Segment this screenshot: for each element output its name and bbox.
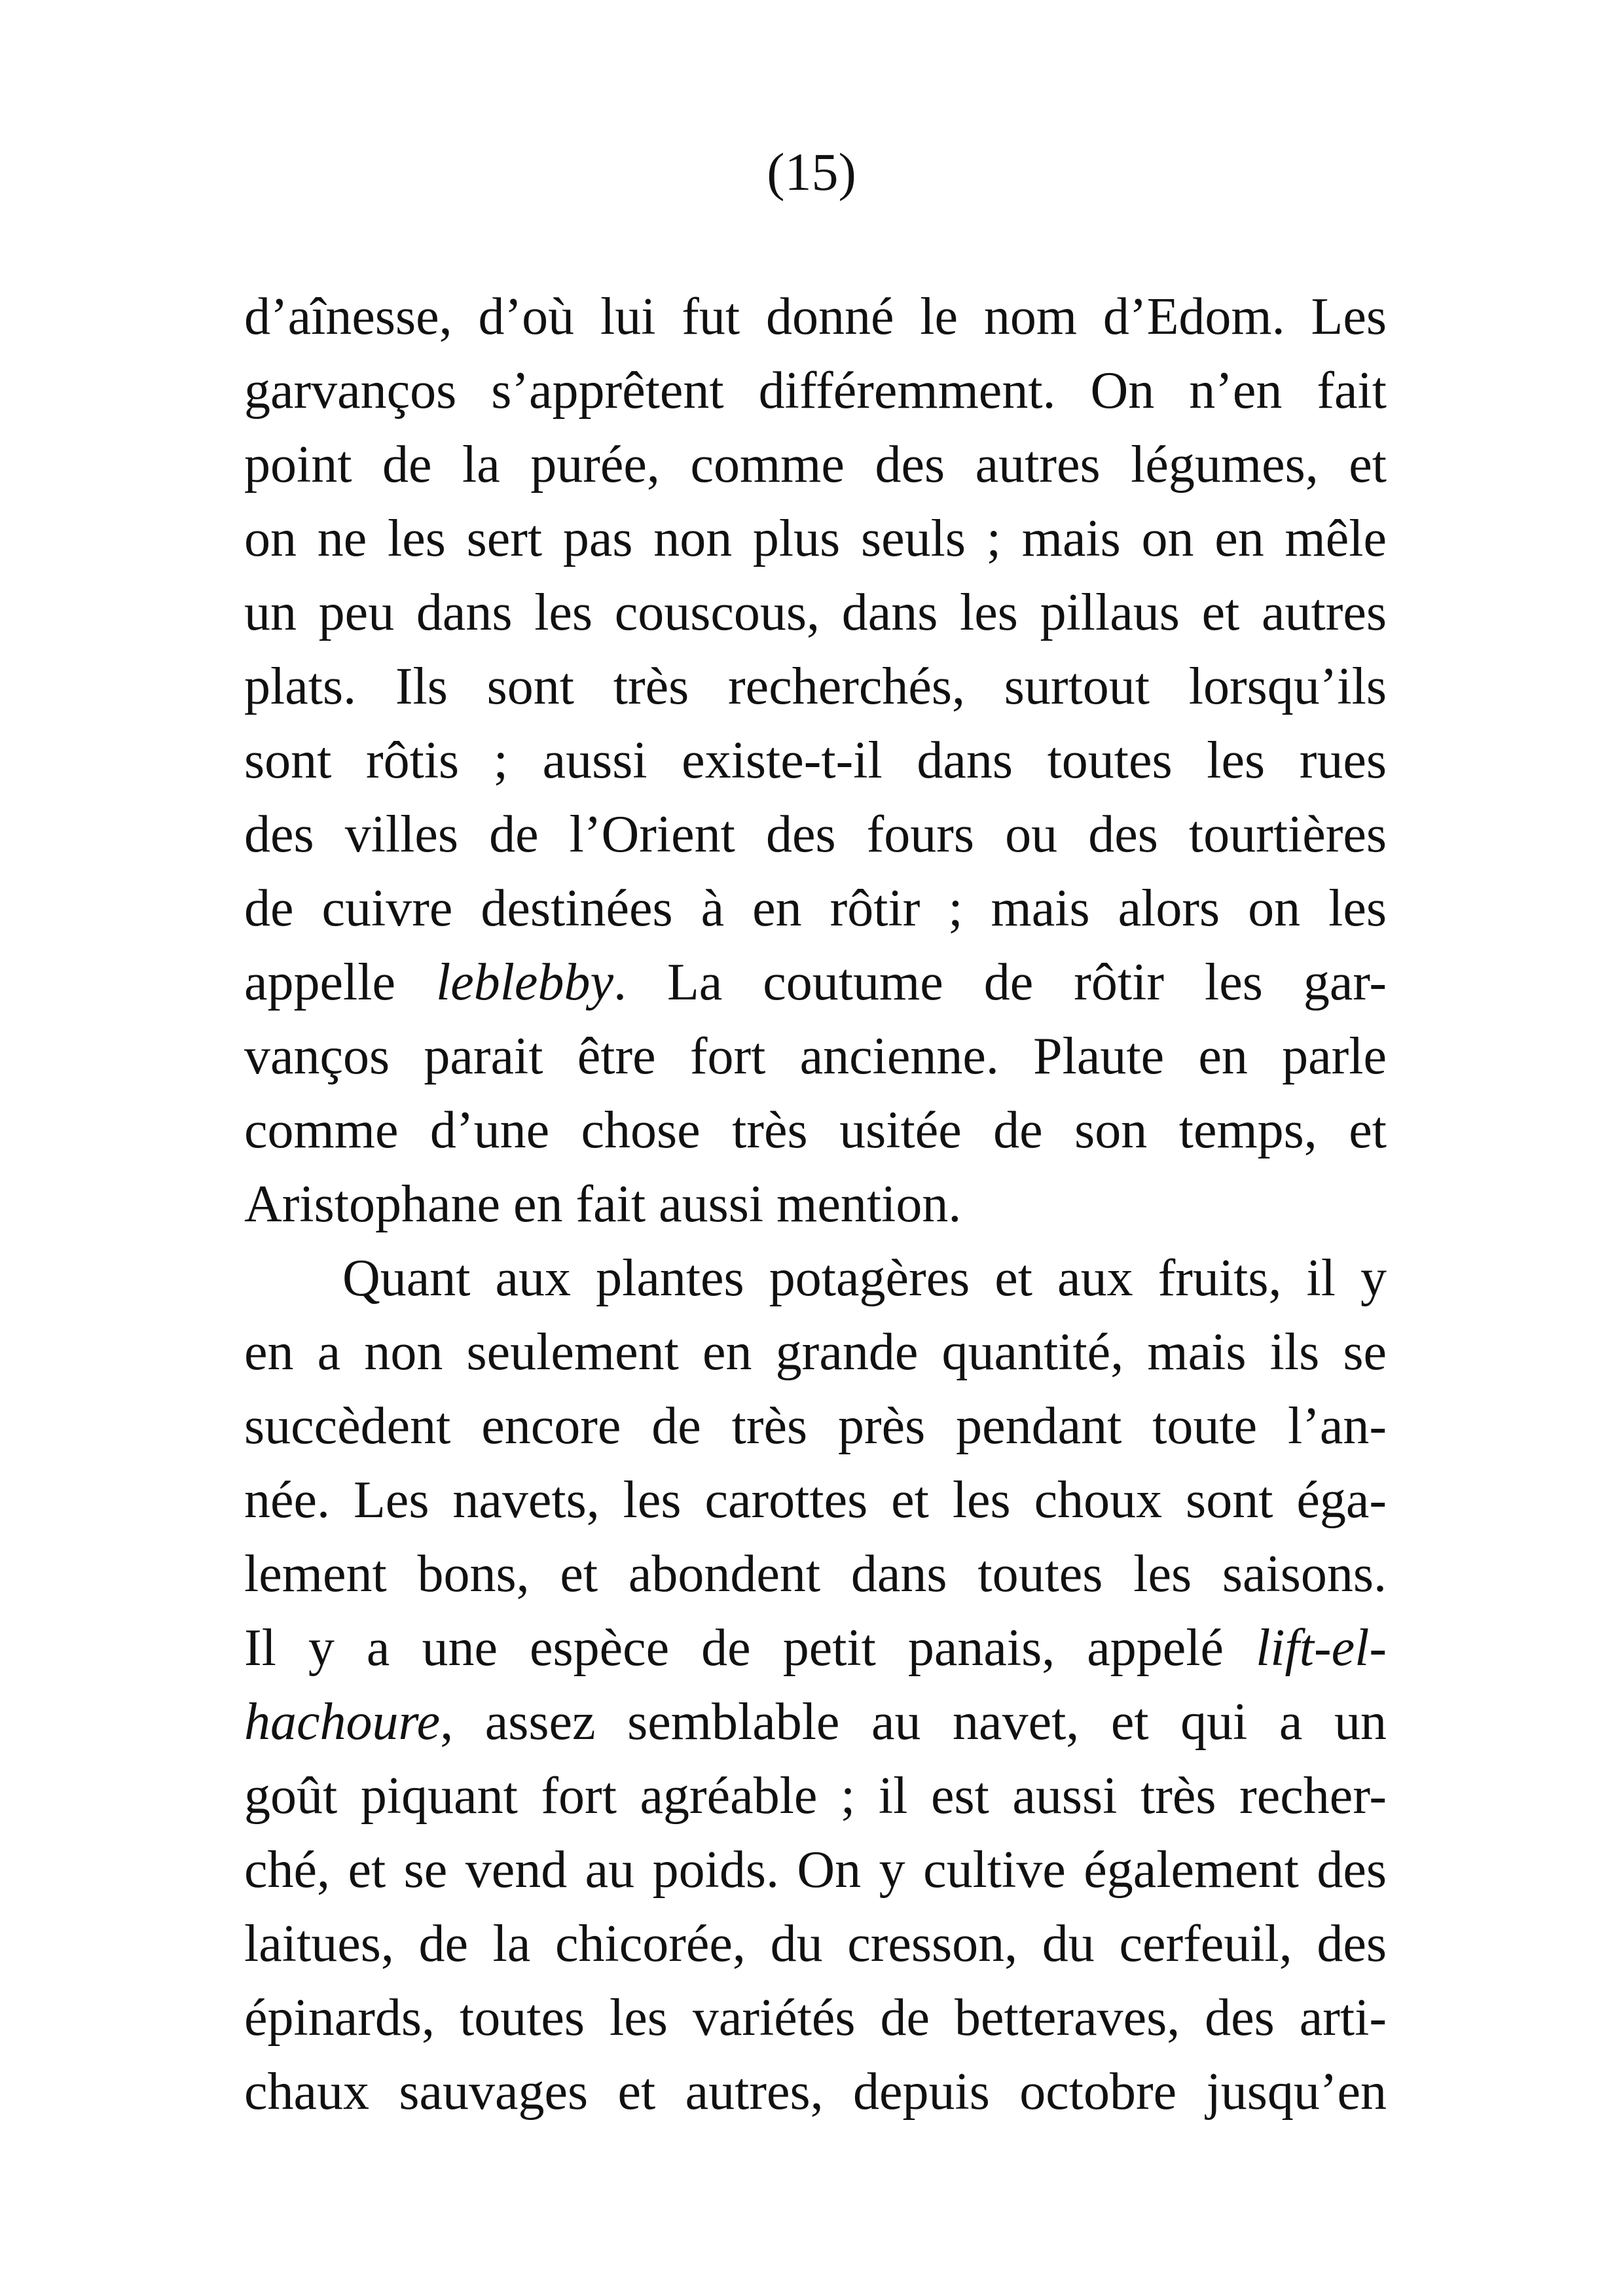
paragraph-1 xyxy=(244,280,1387,1242)
italic-term-hachoure: hachoure xyxy=(244,1693,441,1751)
text-segment: , assez semblable au navet, et qui a un xyxy=(440,1693,1387,1751)
paragraph-2 xyxy=(244,1242,1387,2129)
text-line: plats. Ils sont très recherchés, surtout lorsqu’ils xyxy=(244,658,1387,715)
text-line xyxy=(244,1685,1387,1759)
italic-term-lift-el-hachoure: lift-el- xyxy=(1256,1619,1387,1677)
body-text xyxy=(244,280,1387,2129)
text-line: de cuivre destinées à en rôtir ; mais alors on les xyxy=(244,880,1387,937)
text-line: en a non seulement en grande quantité, mais ils se xyxy=(244,1323,1387,1381)
text-line: née. Les navets, les carottes et les choux sont éga- xyxy=(244,1471,1387,1529)
text-line: laitues, de la chicorée, du cresson, du cerfeuil, des xyxy=(244,1915,1387,1973)
text-line: point de la purée, comme des autres légumes, et xyxy=(244,436,1387,493)
text-line: un peu dans les couscous, dans les pillaus et autres xyxy=(244,584,1387,641)
text-line: goût piquant fort agréable ; il est aussi très recher- xyxy=(244,1767,1387,1825)
page-number: (15) xyxy=(767,142,856,202)
text-segment: . La coutume de rôtir les gar- xyxy=(613,954,1387,1011)
text-line: ché, et se vend au poids. On y cultive également des xyxy=(244,1841,1387,1899)
text-line: sont rôtis ; aussi existe-t-il dans toutes les rues xyxy=(244,732,1387,789)
text-line: on ne les sert pas non plus seuls ; mais on en mêle xyxy=(244,510,1387,567)
text-line xyxy=(244,1611,1387,1685)
text-line: Aristophane en fait aussi mention. xyxy=(244,1175,962,1233)
text-line: comme d’une chose très usitée de son temps, et xyxy=(244,1102,1387,1159)
italic-term-leblebby: leblebby xyxy=(435,954,613,1011)
text-line: épinards, toutes les variétés de betteraves, des arti- xyxy=(244,1989,1387,2047)
text-line: chaux sauvages et autres, depuis octobre jusqu’en xyxy=(244,2063,1387,2121)
text-segment: appelle xyxy=(244,954,436,1011)
text-line: garvanços s’apprêtent différemment. On n’en fait xyxy=(244,362,1387,420)
text-segment: Il y a une espèce de petit panais, appelé xyxy=(244,1619,1256,1677)
text-line: d’aînesse, d’où lui fut donné le nom d’Edom. Les xyxy=(244,288,1387,346)
text-line: des villes de l’Orient des fours ou des tourtières xyxy=(244,806,1387,863)
text-line xyxy=(244,946,1387,1020)
text-line: lement bons, et abondent dans toutes les saisons. xyxy=(244,1545,1387,1603)
text-line: succèdent encore de très près pendant toute l’an- xyxy=(244,1397,1387,1455)
text-line: vanços parait être fort ancienne. Plaute en parle xyxy=(244,1028,1387,1085)
text-line: Quant aux plantes potagères et aux fruits, il y xyxy=(342,1249,1387,1307)
